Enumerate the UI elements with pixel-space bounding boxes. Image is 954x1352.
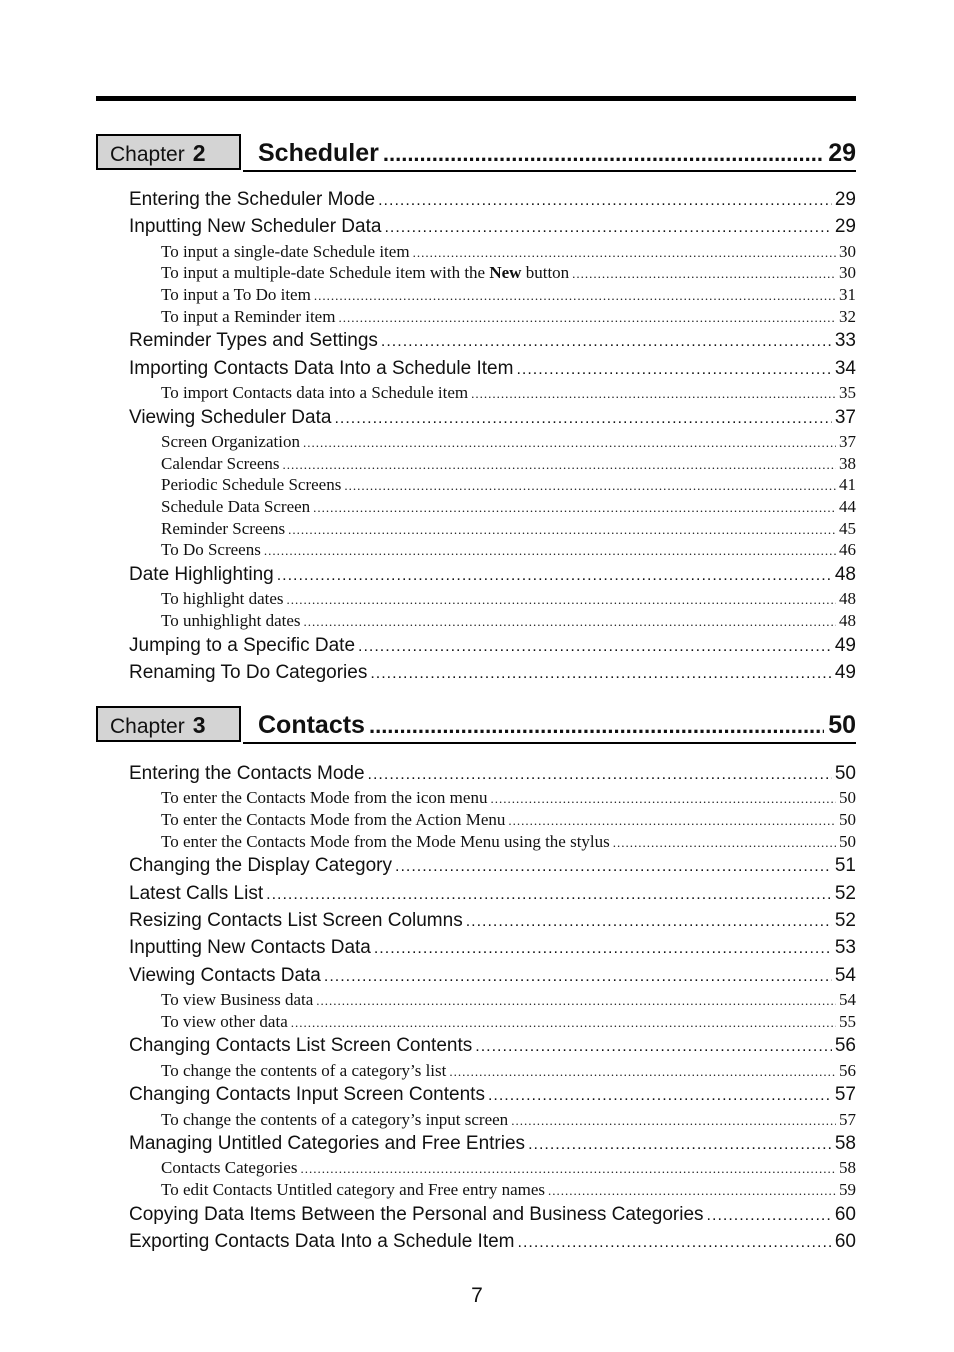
toc-section-entry[interactable] (96, 1228, 856, 1255)
chapter-2-section (96, 134, 856, 686)
toc-section-entry[interactable] (96, 659, 856, 686)
chapter-heading (96, 706, 856, 746)
leader-dots (314, 285, 836, 307)
entry-label (129, 1201, 704, 1228)
entry-page: 34 (834, 357, 856, 379)
toc-subsection-entry[interactable] (96, 1011, 856, 1033)
leader-dots (277, 562, 832, 589)
entry-page: 30 (839, 263, 856, 283)
toc-subsection-entry[interactable] (96, 431, 856, 453)
leader-dots (381, 328, 832, 355)
entry-text: Reminder Types and Settings (129, 330, 378, 352)
entry-text: Calendar Screens (161, 453, 280, 473)
entry-page: 48 (839, 611, 856, 631)
entry-text: Changing Contacts List Screen Contents (129, 1035, 473, 1057)
entry-text: Renaming To Do Categories (129, 662, 368, 684)
entry-label (161, 1157, 297, 1179)
leader-dots (374, 935, 832, 962)
leader-dots (266, 881, 832, 908)
entry-label (129, 632, 355, 659)
entry-label (129, 659, 367, 686)
chapter-number: 2 (192, 140, 206, 166)
entry-text: Contacts Categories (161, 1158, 298, 1178)
entry-label (161, 1179, 545, 1201)
entry-page: 57 (834, 1084, 856, 1106)
entry-text: To input a single-date Schedule item (161, 241, 410, 261)
entry-page: 54 (839, 989, 856, 1009)
leader-dots (282, 454, 836, 476)
leader-dots (304, 611, 836, 633)
toc-section-entry[interactable] (96, 1130, 856, 1157)
entry-label (161, 831, 610, 853)
entry-text: Screen Organization (161, 431, 300, 451)
leader-dots (518, 1229, 832, 1256)
entry-label (161, 284, 311, 306)
entry-page: 56 (839, 1060, 856, 1080)
leader-dots (288, 519, 836, 541)
entry-label (129, 327, 378, 354)
entry-label (129, 880, 263, 907)
toc-section-entry[interactable] (96, 962, 856, 989)
leader-dots (488, 1082, 832, 1109)
toc-subsection-entry[interactable] (96, 496, 856, 518)
entry-page: 33 (834, 330, 856, 352)
entry-text: Viewing Contacts Data (129, 964, 321, 986)
entry-text: To view Business data (161, 989, 314, 1009)
chapter-title: Scheduler (258, 139, 379, 167)
entry-page: 35 (839, 382, 856, 402)
leader-dots (516, 356, 831, 383)
chapter-page: 50 (828, 711, 856, 739)
entry-text: To input a To Do item (161, 284, 311, 304)
entry-label (129, 907, 463, 934)
toc-subsection-entry[interactable] (96, 1109, 856, 1131)
entry-text: To input a multiple-date Schedule item with the (161, 263, 490, 283)
entry-page: 45 (839, 518, 856, 538)
entry-label (129, 1130, 525, 1157)
chapter-page: 29 (828, 139, 856, 167)
entry-label (129, 561, 274, 588)
chapter-3-section (96, 706, 856, 1255)
toc-subsection-entry[interactable] (96, 787, 856, 809)
leader-dots (528, 1131, 832, 1158)
entry-page: 55 (839, 1011, 856, 1031)
chapter-label-box (96, 134, 241, 170)
leader-dots (378, 187, 832, 214)
entry-page: 32 (839, 306, 856, 326)
toc-entries (96, 186, 856, 686)
entry-label (161, 518, 285, 540)
entry-text: Exporting Contacts Data Into a Schedule Item (129, 1231, 515, 1253)
leader-dots (370, 660, 832, 687)
entry-text: Importing Contacts Data Into a Schedule Item (129, 357, 514, 379)
entry-label (161, 496, 310, 518)
toc-section-entry[interactable] (96, 934, 856, 961)
entry-page: 38 (839, 453, 856, 473)
entry-page: 37 (834, 406, 856, 428)
chapter-underline (243, 742, 856, 744)
entry-page: 60 (834, 1203, 856, 1225)
entry-text: Managing Untitled Categories and Free Entries (129, 1133, 526, 1155)
leader-dots (358, 633, 832, 660)
toc-subsection-entry[interactable] (96, 474, 856, 496)
toc-section-entry[interactable] (96, 186, 856, 213)
entry-text: To change the contents of a category’s list (161, 1060, 447, 1080)
entry-text: Jumping to a Specific Date (129, 634, 356, 656)
entry-label (161, 610, 301, 632)
toc-subsection-entry[interactable] (96, 1060, 856, 1082)
leader-dots (291, 1012, 836, 1034)
entry-page: 46 (839, 540, 856, 560)
entry-label (129, 760, 365, 787)
entry-text: To view other data (161, 1011, 288, 1031)
entry-page: 44 (839, 496, 856, 516)
toc-subsection-entry[interactable] (96, 610, 856, 632)
entry-page: 48 (834, 564, 856, 586)
toc-section-entry[interactable] (96, 561, 856, 588)
chapter-label: Chapter (110, 143, 185, 166)
toc-subsection-entry[interactable] (96, 989, 856, 1011)
chapter-title-line[interactable] (258, 708, 856, 742)
entry-label (129, 1032, 472, 1059)
entry-page: 56 (834, 1035, 856, 1057)
entry-label (161, 453, 279, 475)
entry-label (129, 213, 381, 240)
entry-text: To unhighlight dates (161, 611, 301, 631)
entry-label (161, 431, 300, 453)
leader-dots (449, 1061, 836, 1083)
entry-page: 37 (839, 431, 856, 451)
entry-page: 50 (834, 763, 856, 784)
leader-dots (300, 1158, 836, 1180)
entry-label (161, 382, 468, 404)
toc-subsection-entry[interactable] (96, 382, 856, 404)
toc-subsection-entry[interactable] (96, 262, 856, 284)
entry-label (161, 306, 335, 328)
entry-text: To Do Screens (161, 540, 261, 560)
toc-section-entry[interactable] (96, 1032, 856, 1059)
toc-section-entry[interactable] (96, 1201, 856, 1228)
leader-dots (316, 990, 836, 1012)
chapter-number: 3 (192, 712, 206, 738)
entry-label (161, 787, 487, 809)
entry-label (129, 852, 392, 879)
entry-text: Resizing Contacts List Screen Columns (129, 909, 463, 931)
leader-dots (313, 497, 836, 519)
entry-page: 53 (834, 937, 856, 959)
entry-page: 49 (834, 662, 856, 684)
entry-text-suffix: button (521, 263, 570, 283)
entry-page: 57 (839, 1109, 856, 1129)
toc-section-entry[interactable] (96, 355, 856, 382)
toc-section-entry[interactable] (96, 632, 856, 659)
entry-text: Reminder Screens (161, 518, 286, 538)
entry-label (129, 1081, 485, 1108)
leader-dots (324, 963, 832, 990)
entry-page: 58 (834, 1133, 856, 1155)
toc-subsection-entry[interactable] (96, 241, 856, 263)
entry-page: 29 (834, 216, 856, 238)
toc-subsection-entry[interactable] (96, 831, 856, 853)
entry-label (129, 186, 375, 213)
leader-dots (395, 853, 832, 880)
chapter-title-line[interactable] (258, 136, 856, 170)
entry-page: 50 (839, 809, 856, 829)
toc-subsection-entry[interactable] (96, 809, 856, 831)
toc-subsection-entry[interactable] (96, 284, 856, 306)
entry-page: 52 (834, 909, 856, 931)
entry-page: 48 (839, 589, 856, 609)
toc-section-entry[interactable] (96, 327, 856, 354)
entry-label (129, 355, 513, 382)
toc-section-entry[interactable] (96, 760, 856, 787)
entry-text: Changing the Display Category (129, 855, 392, 877)
entry-label (161, 241, 410, 263)
entry-label (161, 989, 313, 1011)
leader-dots (466, 908, 832, 935)
entry-page: 49 (834, 634, 856, 656)
entry-label (161, 1060, 446, 1082)
leader-dots (548, 1180, 836, 1202)
entry-page: 31 (839, 284, 856, 304)
toc-entries (96, 760, 856, 1255)
leader-dots (383, 137, 824, 171)
leader-dots (369, 709, 824, 743)
entry-text: To enter the Contacts Mode from the Mode Menu using the stylus (161, 831, 610, 851)
toc-subsection-entry[interactable] (96, 1157, 856, 1179)
toc-subsection-entry[interactable] (96, 539, 856, 561)
entry-page: 60 (834, 1231, 856, 1253)
leader-dots (508, 810, 836, 832)
toc-section-entry[interactable] (96, 852, 856, 879)
chapter-heading (96, 134, 856, 174)
entry-label (129, 962, 321, 989)
toc-subsection-entry[interactable] (96, 306, 856, 328)
entry-text: To change the contents of a category’s input screen (161, 1109, 509, 1129)
entry-text: Entering the Scheduler Mode (129, 189, 376, 210)
entry-page: 58 (839, 1158, 856, 1178)
toc-section-entry[interactable] (96, 213, 856, 240)
entry-page: 51 (834, 855, 856, 877)
entry-label (161, 539, 261, 561)
leader-dots (707, 1202, 832, 1229)
entry-text: Latest Calls List (129, 882, 264, 904)
entry-page: 30 (839, 241, 856, 261)
entry-bold-text: New (489, 263, 522, 283)
toc-subsection-entry[interactable] (96, 518, 856, 540)
entry-text: Periodic Schedule Screens (161, 475, 342, 495)
leader-dots (490, 788, 836, 810)
leader-dots (368, 761, 832, 788)
entry-label (161, 1011, 288, 1033)
entry-text: To enter the Contacts Mode from the Action Menu (161, 809, 506, 829)
entry-label (161, 1109, 508, 1131)
entry-text: To input a Reminder item (161, 306, 336, 326)
toc-section-entry[interactable] (96, 1081, 856, 1108)
leader-dots (334, 405, 831, 432)
entry-page: 50 (839, 831, 856, 851)
chapter-label: Chapter (110, 715, 185, 738)
entry-page: 52 (834, 882, 856, 904)
entry-label (129, 934, 371, 961)
entry-label (161, 809, 505, 831)
entry-page: 50 (839, 788, 856, 808)
leader-dots (413, 242, 836, 264)
leader-dots (384, 214, 831, 241)
leader-dots (572, 263, 836, 285)
entry-page: 41 (839, 475, 856, 495)
leader-dots (264, 540, 836, 562)
chapter-label-box (96, 706, 241, 742)
leader-dots (471, 383, 836, 405)
chapter-underline (243, 170, 856, 172)
entry-page: 29 (834, 189, 856, 210)
toc-subsection-entry[interactable] (96, 453, 856, 475)
chapter-title: Contacts (258, 711, 365, 739)
entry-text: Changing Contacts Input Screen Contents (129, 1084, 485, 1106)
entry-text: Viewing Scheduler Data (129, 406, 332, 428)
top-rule (96, 96, 856, 101)
toc-subsection-entry[interactable] (96, 588, 856, 610)
toc-section-entry[interactable] (96, 404, 856, 431)
entry-text: Date Highlighting (129, 564, 274, 586)
entry-page: 59 (839, 1180, 856, 1200)
entry-label (161, 474, 341, 496)
entry-text: To highlight dates (161, 589, 284, 609)
entry-text: Schedule Data Screen (161, 496, 311, 516)
entry-label (161, 588, 284, 610)
entry-label (161, 262, 569, 284)
entry-text: To import Contacts data into a Schedule item (161, 382, 469, 402)
entry-label (129, 404, 331, 431)
entry-text: Entering the Contacts Mode (129, 763, 365, 784)
page-number: 7 (471, 1284, 483, 1307)
leader-dots (338, 307, 836, 329)
entry-text: Copying Data Items Between the Personal and Business Categories (129, 1203, 704, 1225)
leader-dots (303, 432, 836, 454)
leader-dots (287, 589, 836, 611)
entry-page: 54 (834, 964, 856, 986)
entry-text: Inputting New Contacts Data (129, 937, 371, 959)
entry-text: To edit Contacts Untitled category and Free entry names (161, 1180, 546, 1200)
toc-section-entry[interactable] (96, 907, 856, 934)
leader-dots (475, 1033, 832, 1060)
entry-text: Inputting New Scheduler Data (129, 216, 382, 238)
leader-dots (511, 1110, 836, 1132)
entry-label (129, 1228, 515, 1255)
toc-section-entry[interactable] (96, 880, 856, 907)
leader-dots (344, 475, 836, 497)
leader-dots (613, 832, 836, 854)
toc-subsection-entry[interactable] (96, 1179, 856, 1201)
entry-text: To enter the Contacts Mode from the icon menu (161, 788, 488, 808)
